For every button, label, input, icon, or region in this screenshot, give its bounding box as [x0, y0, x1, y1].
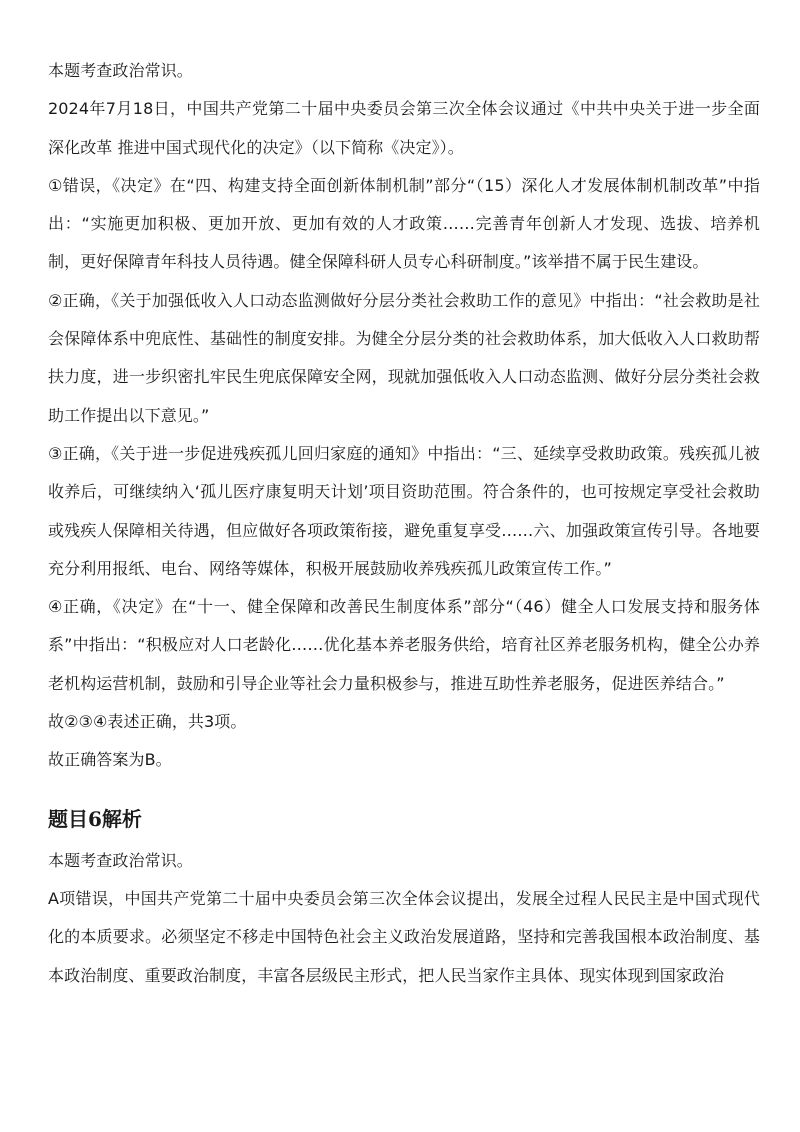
- section-heading: 题目6解析: [48, 806, 142, 831]
- document-page: [48, 52, 760, 995]
- paragraph-background: 2024年7月18日，中国共产党第二十届中央委员会第三次全体会议通过《中共中央关于进一步全面深化改革 推进中国式现代化的决定》（以下简称《决定》）。: [48, 99, 760, 157]
- paragraph-item-4: ④正确，《决定》在“十一、健全保障和改善民生制度体系”部分“（46）健全人口发展支持和服务体系”中指出：“积极应对人口老龄化……优化基本养老服务供给，培育社区养老服务机构，健全公办养老机构运营机制，鼓励和引导企业等社会力量积极参与，推进互助性养老服务，促进医养结合。”: [48, 597, 760, 693]
- paragraph-summary: 故②③④表述正确，共3项。: [48, 712, 247, 732]
- paragraph-item-1: ①错误，《决定》在“四、构建支持全面创新体制机制”部分“（15）深化人才发展体制机制改革”中指出：“实施更加积极、更加开放、更加有效的人才政策……完善青年创新人才发现、选拔、培养机制，更好保障青年科技人员待遇。健全保障科研人员专心科研制度。”该举措不属于民生建设。: [48, 175, 760, 272]
- paragraph-item-2: ②正确，《关于加强低收入人口动态监测做好分层分类社会救助工作的意见》中指出：“社会救助是社会保障体系中兜底性、基础性的制度安排。为健全分层分类的社会救助体系，加大低收入人口救助帮扶力度，进一步织密扎牢民生兜底保障安全网，现就加强低收入人口动态监测、做好分层分类社会救助工作提出以下意见。”: [48, 290, 760, 425]
- paragraph-item-3: ③正确，《关于进一步促进残疾孤儿回归家庭的通知》中指出：“三、延续享受救助政策。残疾孤儿被收养后，可继续纳入‘孤儿医疗康复明天计划’项目资助范围。符合条件的，也可按规定享受社会救助或残疾人保障相关待遇，但应做好各项政策衔接，避免重复享受……六、加强政策宣传引导。各地要充分利用报纸、电台、网络等媒体，积极开展鼓励收养残疾孤儿政策宣传工作。”: [48, 443, 760, 578]
- paragraph-topic-2: 本题考查政治常识。: [48, 850, 193, 870]
- paragraph-answer: 故正确答案为B。: [48, 750, 172, 770]
- paragraph-topic: 本题考查政治常识。: [48, 61, 193, 80]
- paragraph-option-a: A项错误，中国共产党第二十届中央委员会第三次全体会议提出，发展全过程人民民主是中国式现代化的本质要求。必须坚定不移走中国特色社会主义政治发展道路，坚持和完善我国根本政治制度、基本政治制度、重要政治制度，丰富各层级民主形式，把人民当家作主具体、现实体现到国家政治: [48, 888, 760, 985]
